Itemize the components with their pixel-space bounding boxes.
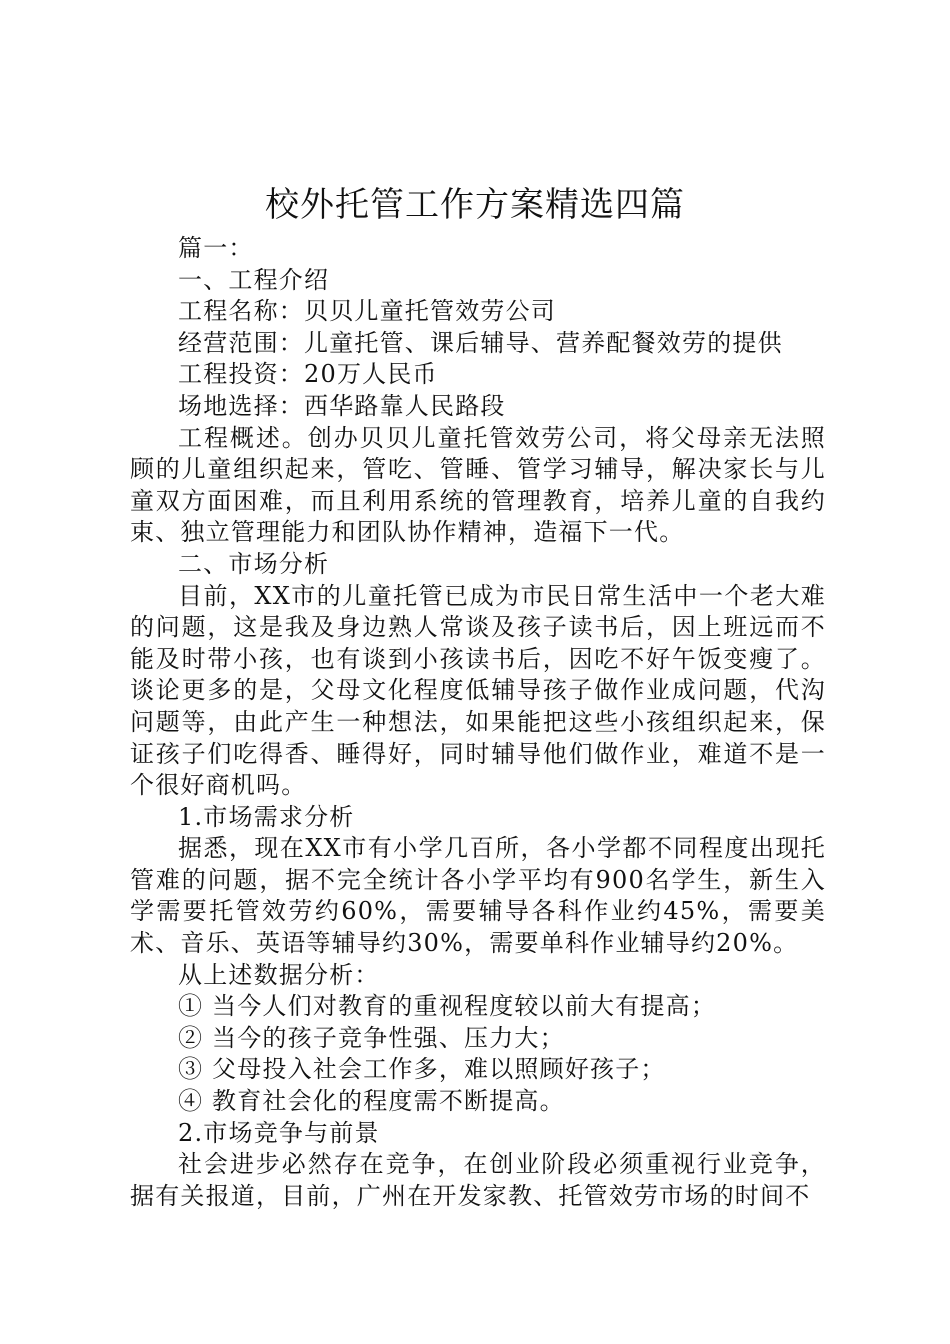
paragraph: 据悉，现在XX市有小学几百所，各小学都不同程度出现托管难的问题，据不完全统计各小学平均有900名学生，新生入学需要托管效劳约60%，需要辅导各科作业约45%，需要美术、音乐、英语等辅导约30%，需要单科作业辅导约20%。 (130, 834, 826, 958)
paragraph: 工程投资：20万人民币 (178, 360, 438, 389)
paragraph: 社会进步必然存在竞争，在创业阶段必须重视行业竞争，据有关报道，目前，广州在开发家教、托管效劳市场的时间不 (130, 1150, 826, 1210)
list-item: ③ 父母投入社会工作多，难以照顾好孩子； (178, 1055, 666, 1084)
list-item: ① 当今人们对教育的重视程度较以前大有提高； (178, 992, 717, 1021)
document-body (130, 233, 826, 1212)
document-title: 校外托管工作方案精选四篇 (265, 185, 685, 225)
section-heading: 二、市场分析 (178, 549, 330, 578)
paragraph: 工程概述。创办贝贝儿童托管效劳公司，将父母亲无法照顾的儿童组织起来，管吃、管睡、管学习辅导，解决家长与儿童双方面困难，而且利用系统的管理教育，培养儿童的自我约束、独立管理能力和团队协作精神，造福下一代。 (130, 423, 826, 547)
paragraph: 篇一： (178, 234, 254, 262)
section-heading: 一、工程介绍 (178, 265, 330, 294)
paragraph: 经营范围：儿童托管、课后辅导、营养配餐效劳的提供 (178, 328, 783, 357)
paragraph: 目前，XX市的儿童托管已成为市民日常生活中一个老大难的问题，这是我及身边熟人常谈及孩子读书后，因上班远而不能及时带小孩，也有谈到小孩读书后，因吃不好午饭变瘦了。谈论更多的是，父母文化程度低辅导孩子做作业成问题，代沟问题等，由此产生一种想法，如果能把这些小孩组织起来，保证孩子们吃得香、睡得好，同时辅导他们做作业，难道不是一个很好商机吗。 (130, 581, 826, 800)
paragraph: 从上述数据分析： (178, 960, 380, 989)
subsection-heading: 2.市场竞争与前景 (178, 1118, 380, 1147)
list-item: ② 当今的孩子竞争性强、压力大； (178, 1023, 565, 1052)
list-item: ④ 教育社会化的程度需不断提高。 (178, 1087, 565, 1116)
paragraph: 场地选择：西华路靠人民路段 (178, 391, 506, 420)
subsection-heading: 1.市场需求分析 (178, 802, 355, 831)
paragraph: 工程名称：贝贝儿童托管效劳公司 (178, 297, 556, 326)
